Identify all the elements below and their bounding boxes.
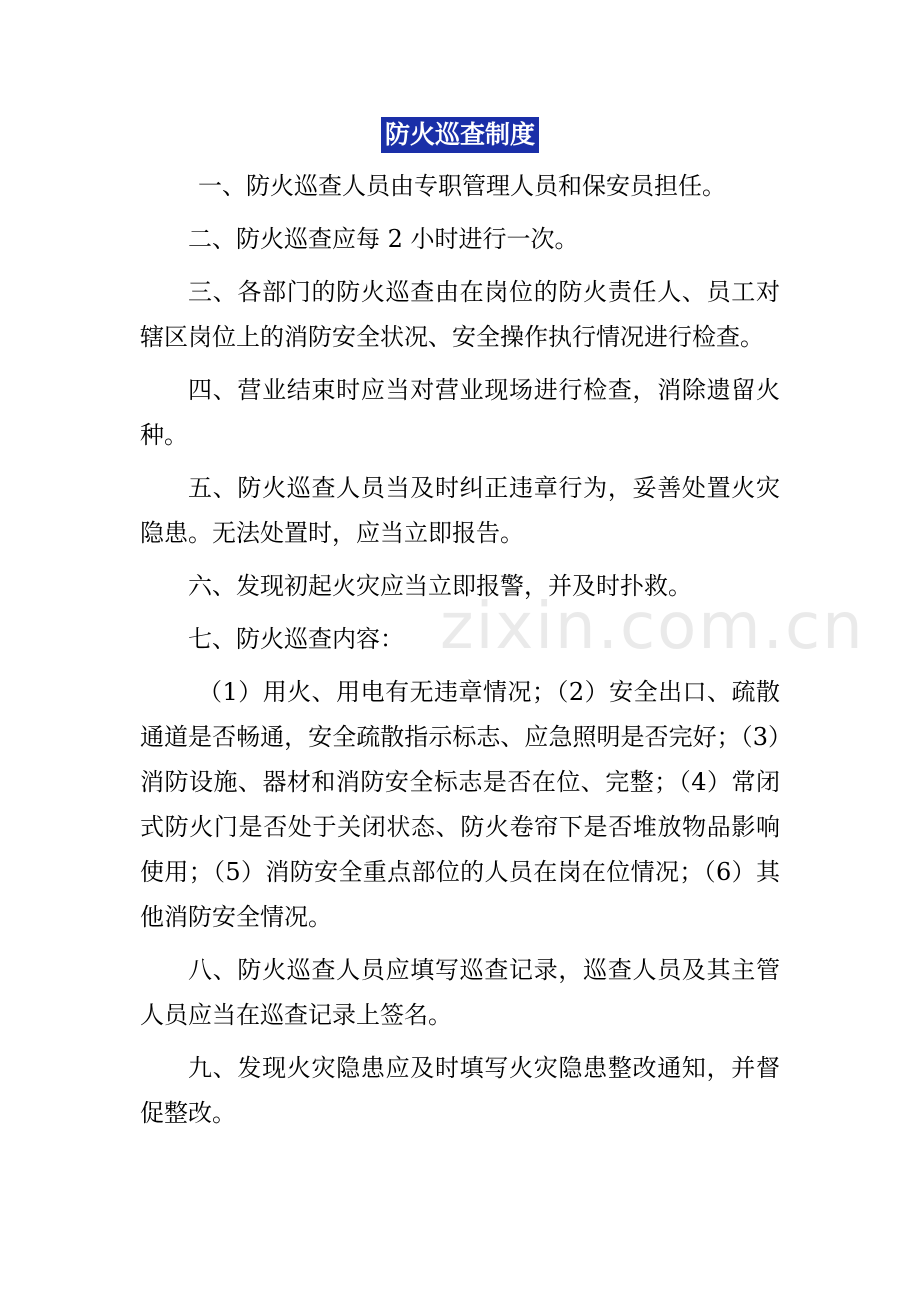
title-container [0,117,920,153]
paragraph-5: 五、防火巡查人员当及时纠正违章行为，妥善处置火灾隐患。无法处置时，应当立即报告。 [140,474,780,547]
watermark: zixin.com.cn [440,590,865,664]
paragraph-9: 九、发现火灾隐患应及时填写火灾隐患整改通知，并督促整改。 [140,1054,780,1127]
paragraph-4: 四、营业结束时应当对营业现场进行检查，消除遗留火种。 [140,376,780,449]
paragraph-7: 七、防火巡查内容： [188,625,404,653]
paragraph-inspection-items: （1）用火、用电有无违章情况；（2）安全出口、疏散通道是否畅通，安全疏散指示标志、应急照明是否完好；（3）消防设施、器材和消防安全标志是否在位、完整；（4）常闭式防火门是否处于关闭状态、防火卷帘下是否堆放物品影响使用；（5）消防安全重点部位的人员在岗在位情况；（6）其他消防安全情况。 [140,678,780,931]
document-title: 防火巡查制度 [381,117,539,153]
paragraph-8: 八、防火巡查人员应填写巡查记录，巡查人员及其主管人员应当在巡查记录上签名。 [140,956,780,1029]
paragraph-2: 二、防火巡查应每 2 小时进行一次。 [188,225,579,253]
paragraph-3: 三、各部门的防火巡查由在岗位的防火责任人、员工对辖区岗位上的消防安全状况、安全操作执行情况进行检查。 [140,278,780,351]
document-body [140,164,780,1144]
paragraph-6: 六、发现初起火灾应当立即报警，并及时扑救。 [188,572,692,600]
paragraph-1: 一、防火巡查人员由专职管理人员和保安员担任。 [198,172,726,200]
